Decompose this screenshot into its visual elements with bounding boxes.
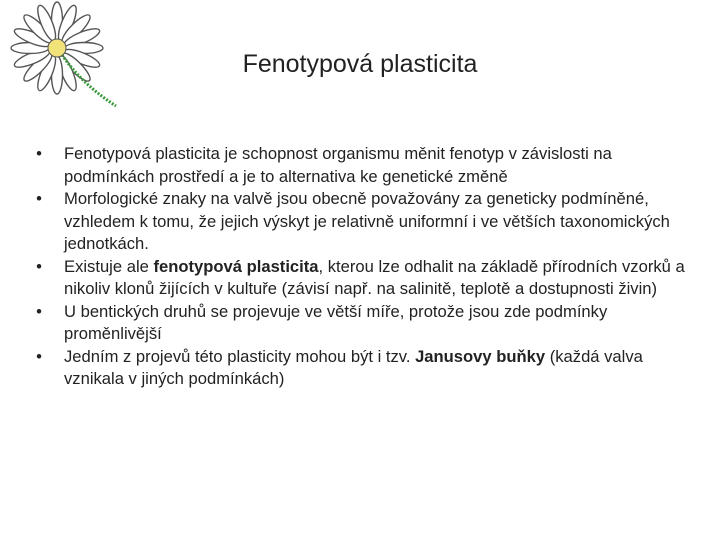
- bullet-text: Jedním z projevů této plasticity mohou být i tzv.: [64, 346, 416, 366]
- bullet-list: [32, 143, 692, 391]
- bullet-item: [32, 301, 692, 346]
- bullet-dot: •: [36, 301, 42, 321]
- bullet-text: U bentických druhů se projevuje ve větší míře, protože jsou zde podmínky proměnlivější: [64, 301, 608, 343]
- bullet-text: Existuje ale: [64, 256, 154, 276]
- bullet-text: Morfologické znaky na valvě jsou obecně považovány za geneticky podmíněné, vzhledem k tomu, že jejich výskyt je relativně uniformní i ve větších taxonomických jednotkách.: [64, 189, 670, 253]
- bullet-item: [32, 346, 692, 391]
- page-title: Fenotypová plasticita: [242, 50, 478, 78]
- bullet-text: Fenotypová plasticita je schopnost organismu měnit fenotyp v závislosti na podmínkách prostředí a je to alternativa ke genetické změně: [64, 144, 612, 186]
- bullet-dot: •: [36, 189, 42, 208]
- bullet-text-bold: Janusovy buňky: [415, 346, 546, 366]
- bullet-dot: •: [36, 144, 42, 163]
- bullet-text: , kterou lze odhalit na základě přírodních vzorků a nikoliv klonů žijících v kultuře (závisí např. na salinitě, teplotě a dostupnosti živin): [64, 256, 685, 298]
- bullet-dot: •: [36, 346, 42, 366]
- bullet-item: [32, 143, 692, 188]
- bullet-item: [32, 188, 692, 256]
- bullet-text: (každá valva vznikala v jiných podmínkách): [64, 346, 643, 388]
- bullet-item: [32, 256, 692, 301]
- bullet-text-bold: fenotypová plasticita: [153, 256, 319, 276]
- bullet-dot: •: [36, 256, 42, 276]
